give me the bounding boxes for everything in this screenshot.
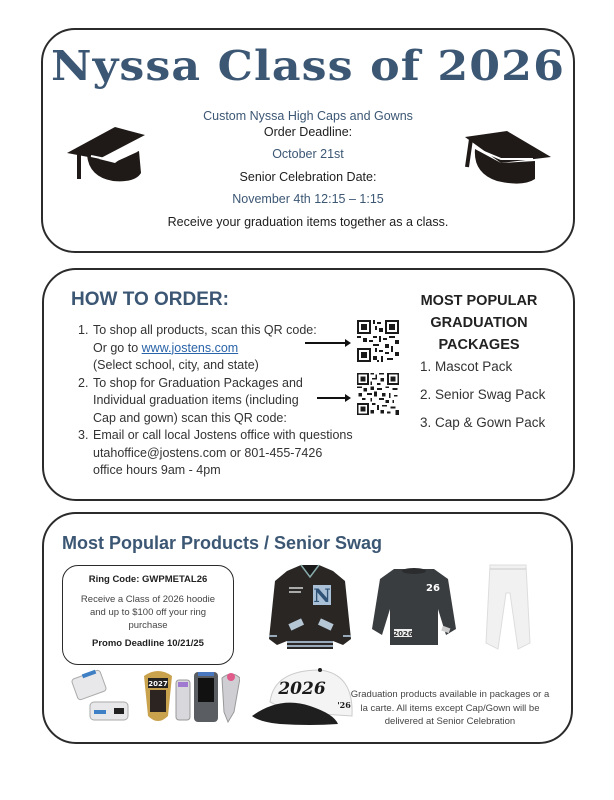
ring-promo-card: [62, 565, 234, 665]
ring-promo-description: Receive a Class of 2026 hoodie and up to $100 off your ring purchase: [80, 594, 216, 631]
package-item: 3. Cap & Gown Pack: [420, 415, 546, 430]
order-deadline-date: October 21st: [272, 147, 344, 161]
celebration-date-value: November 4th 12:15 – 1:15: [232, 192, 384, 206]
jostens-link[interactable]: www.jostens.com: [141, 340, 239, 355]
arrow-right-icon: [317, 397, 349, 399]
header-panel: [41, 28, 575, 253]
popular-packages-heading: MOST POPULAR GRADUATION PACKAGES: [420, 293, 538, 353]
class-sweatshirt-image: [372, 565, 456, 647]
class-rings-image: [68, 664, 240, 728]
swag-heading: Most Popular Products / Senior Swag: [62, 533, 383, 553]
svg-text:2027: 2027: [148, 680, 168, 688]
graduation-cap-icon: [461, 127, 553, 187]
contact-info: utahoffice@jostens.com or 801-455-7426: [93, 445, 323, 460]
office-hours: office hours 9am - 4pm: [93, 463, 221, 477]
order-deadline-label: Order Deadline:: [263, 124, 353, 139]
svg-text:2026: 2026: [278, 679, 326, 699]
promo-deadline: Promo Deadline 10/21/25: [92, 638, 204, 649]
sweatpants-image: [484, 563, 532, 651]
order-step-1: 1. To shop all products, scan this QR code: Or go to www.jostens.com (Select school, city, and state): [78, 323, 317, 372]
arrow-right-icon: [305, 342, 349, 344]
qr-code-icon[interactable]: [357, 373, 399, 415]
svg-text:N: N: [313, 585, 331, 607]
order-steps-list: [78, 322, 378, 480]
qr-code-icon[interactable]: [357, 320, 399, 362]
receive-items-note: Receive your graduation items together as a class.: [167, 214, 449, 229]
letterman-jacket-image: [267, 563, 353, 653]
package-item: 1. Mascot Pack: [420, 359, 513, 374]
package-item: 2. Senior Swag Pack: [420, 387, 546, 402]
caps-gowns-line: Custom Nyssa High Caps and Gowns: [203, 109, 413, 123]
order-step-3: 3. Email or call local Jostens office with questions utahoffice@jostens.com or 801-455-7426 office hours 9am - 4pm: [78, 427, 378, 480]
ring-code: Ring Code: GWPMETAL26: [88, 574, 208, 585]
delivery-note: Graduation products available in packages or a la carte. All items except Cap/Gown will be delivered at Senior Celebration: [350, 689, 550, 727]
svg-text:'26: '26: [337, 700, 351, 710]
how-to-order-heading: HOW TO ORDER:: [71, 289, 229, 310]
order-step-2: 2. To shop for Graduation Packages and Individual graduation items (including Cap and gown) scan this QR code:: [78, 375, 303, 425]
how-to-order-panel: [42, 268, 575, 501]
class-cap-hat-image: [250, 666, 356, 728]
celebration-date-label: Senior Celebration Date:: [239, 169, 377, 184]
senior-swag-panel: [42, 512, 573, 744]
page-title: Nyssa Class of 2026: [51, 42, 565, 90]
popular-packages-list: [420, 357, 545, 441]
svg-text:26: 26: [426, 583, 440, 594]
svg-text:2026: 2026: [393, 630, 413, 638]
